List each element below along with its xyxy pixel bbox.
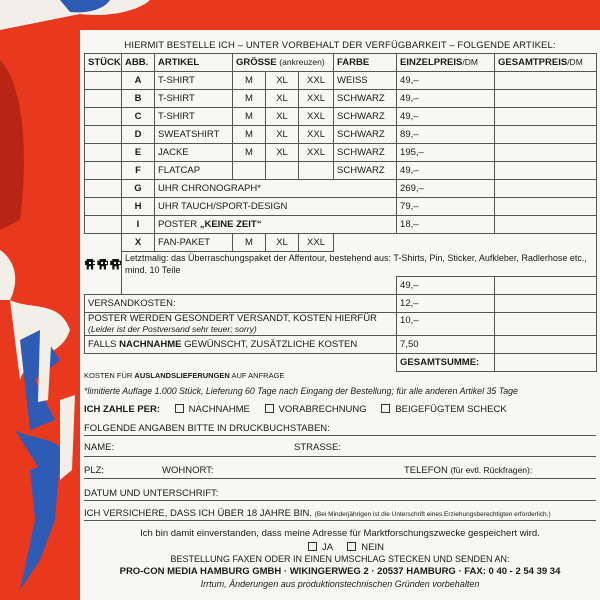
limit-note: *limitierte Auflage 1.000 Stück, Lieferung 60 Tage nach Eingang der Bestellung; für alle anderen Artikel 35 Tage [84,386,518,396]
size-xxl[interactable]: XXL [299,72,334,90]
size-xl [266,162,299,180]
gesamtsumme-label: GESAMTSUMME: [397,354,495,372]
size-xxl [299,162,334,180]
total-cell[interactable] [495,180,597,198]
checkbox-vorabrechnung[interactable] [265,404,274,413]
farbe-cell: SCHWARZ [334,90,397,108]
total-cell[interactable] [495,313,597,336]
qty-cell[interactable] [85,144,122,162]
abb-cell: D [122,126,155,144]
plz-label: PLZ: [84,465,105,476]
size-m [233,162,266,180]
total-cell[interactable] [495,72,597,90]
col-gesamtpreis: GESAMTPREIS/DM [495,54,597,72]
farbe-cell: SCHWARZ [334,162,397,180]
table-row [85,144,597,162]
qty-cell[interactable] [85,90,122,108]
price-cell: 269,– [397,180,495,198]
fanpaket-price-row [85,277,597,295]
name-label: NAME: [84,442,115,453]
size-m[interactable]: M [233,234,266,252]
abb-cell: E [122,144,155,162]
qty-cell[interactable] [85,216,122,234]
druck-note: FOLGENDE ANGABEN BITTE IN DRUCKBUCHSTABEN: [84,423,330,434]
table-row [85,162,597,180]
artikel-cell: UHR CHRONOGRAPH* [155,180,397,198]
table-row [85,72,597,90]
opt-nein: NEIN [361,542,384,553]
versand-label: VERSANDKOSTEN: [85,295,397,313]
payment-row [84,404,596,415]
price-cell: 49,– [397,108,495,126]
checkbox-scheck[interactable] [381,404,390,413]
price-cell: 79,– [397,198,495,216]
price-cell: 7,50 [397,336,495,354]
total-cell[interactable] [495,144,597,162]
col-einzelpreis: EINZELPREIS/DM [397,54,495,72]
poster-versand-label: POSTER WERDEN GESONDERT VERSANDT, KOSTEN HIERFÜR (Leider ist der Postversand sehr teuer; sorry) [85,313,397,336]
table-header-row [85,54,597,72]
farbe-cell: SCHWARZ [334,144,397,162]
price-cell: 49,– [397,277,495,295]
price-cell: 12,– [397,295,495,313]
qty-cell[interactable] [85,72,122,90]
abb-cell: C [122,108,155,126]
name-field[interactable] [84,456,596,457]
abb-cell: H [122,198,155,216]
size-xl[interactable]: XL [266,126,299,144]
datum-label: DATUM UND UNTERSCHRIFT: [84,488,219,499]
qty-cell[interactable] [85,108,122,126]
size-m[interactable]: M [233,72,266,90]
artikel-cell: T-SHIRT [155,72,233,90]
poster-versand-row [85,313,597,336]
plz-field[interactable] [84,478,596,479]
table-row [85,108,597,126]
total-cell[interactable] [495,90,597,108]
abb-cell: X [122,234,155,252]
signature-field[interactable] [84,500,596,501]
alter-row: ICH VERSICHERE, DASS ICH ÜBER 18 JAHRE BIN. (Bei Minderjährigen ist die Unterschrift eines Erziehungsberechtigten erforderlich.) [84,508,551,519]
plz-row [84,465,596,476]
order-form [80,30,600,600]
col-abb: ABB. [122,54,155,72]
abb-cell: I [122,216,155,234]
checkbox-nachnahme[interactable] [175,404,184,413]
artikel-cell: SWEATSHIRT [155,126,233,144]
price-cell: 18,– [397,216,495,234]
fanpaket-description: Letztmalig: das Überraschungspaket der Affentour, bestehend aus: T-Shirts, Pin, Sticker, Aufkleber, Radlerhose etc., mind. 10 Teile [122,252,597,277]
fan-robots-cell [85,234,122,295]
col-stueck: STÜCK [85,54,122,72]
artikel-cell: JACKE [155,144,233,162]
total-cell[interactable] [495,162,597,180]
size-m[interactable]: M [233,108,266,126]
nachnahme-label: FALLS NACHNAHME GEWÜNSCHT, ZUSÄTZLICHE KOSTEN [85,336,397,354]
abb-cell: B [122,90,155,108]
size-xxl[interactable]: XXL [299,126,334,144]
table-row [85,90,597,108]
price-cell: 49,– [397,72,495,90]
abb-cell: A [122,72,155,90]
col-farbe: FARBE [334,54,397,72]
artikel-cell: FLATCAP [155,162,233,180]
space-invader-icons [85,259,122,270]
price-cell: 195,– [397,144,495,162]
gesamtsumme-row [85,354,597,372]
opt-vorabrechnung: VORABRECHNUNG [278,404,367,415]
artikel-cell: FAN-PAKET [155,234,233,252]
company-address: PRO-CON MEDIA HAMBURG GMBH · WIKINGERWEG 2 · 20537 HAMBURG · FAX: 0 40 - 2 54 39 34 [119,566,561,577]
size-m[interactable]: M [233,126,266,144]
total-cell[interactable] [495,336,597,354]
checkbox-nein[interactable] [347,542,356,551]
total-cell[interactable] [495,198,597,216]
price-cell: 89,– [397,126,495,144]
table-row-fanpaket [85,234,597,252]
opt-scheck: BEIGEFÜGTEM SCHECK [395,404,507,415]
telefon-label: TELEFON (für evtl. Rückfragen): [404,465,533,476]
col-groesse: GRÖSSE (ankreuzen) [233,54,334,72]
size-xl[interactable]: XL [266,234,299,252]
strasse-label: STRASSE: [294,442,341,453]
artikel-cell: T-SHIRT [155,108,233,126]
space-invader-icon [110,259,121,270]
table-row [85,198,597,216]
price-cell: 49,– [397,162,495,180]
form-header: HIERMIT BESTELLE ICH – UNTER VORBEHALT DER VERFÜGBARKEIT – FOLGENDE ARTIKEL: [124,40,556,51]
farbe-cell: SCHWARZ [334,126,397,144]
total-cell[interactable] [495,126,597,144]
fanpaket-description-row [85,252,597,277]
checkbox-ja[interactable] [308,542,317,551]
nachnahme-row [85,336,597,354]
qty-cell[interactable] [85,162,122,180]
size-xxl[interactable]: XXL [299,108,334,126]
size-m[interactable]: M [233,144,266,162]
wohnort-label: WOHNORT: [162,465,214,476]
total-cell[interactable] [495,108,597,126]
irrtum-note: Irrtum, Änderungen aus produktionstechnischen Gründen vorbehalten [200,579,480,589]
artikel-cell: POSTER „KEINE ZEIT“ [155,216,397,234]
qty-cell[interactable] [85,198,122,216]
size-m[interactable]: M [233,90,266,108]
versand-row [85,295,597,313]
abb-cell: G [122,180,155,198]
total-cell[interactable] [495,295,597,313]
size-xl[interactable]: XL [266,72,299,90]
farbe-cell: WEISS [334,72,397,90]
consent-row [84,542,596,553]
table-row [85,180,597,198]
table-row [85,126,597,144]
col-artikel: ARTIKEL [155,54,233,72]
size-xxl[interactable]: XXL [299,234,334,252]
size-xxl[interactable]: XXL [299,144,334,162]
ausland-note: KOSTEN FÜR AUSLANDSLIEFERUNGEN AUF ANFRAGE [84,371,285,380]
artikel-cell: T-SHIRT [155,90,233,108]
size-xxl[interactable]: XXL [299,90,334,108]
name-strasse-row [84,442,596,453]
opt-nachnahme: NACHNAHME [188,404,250,415]
qty-cell[interactable] [85,126,122,144]
gesamtsumme-value[interactable] [495,354,597,372]
qty-cell[interactable] [85,180,122,198]
artikel-cell: UHR TAUCH/SPORT-DESIGN [155,198,397,216]
opt-ja: JA [322,542,333,553]
price-cell: 49,– [397,90,495,108]
total-cell[interactable] [495,216,597,234]
size-xl[interactable]: XL [266,144,299,162]
farbe-cell: SCHWARZ [334,108,397,126]
bestellung-note: BESTELLUNG FAXEN ODER IN EINEN UMSCHLAG STECKEN UND SENDEN AN: [170,554,510,564]
marktforschung-text: Ich bin damit einverstanden, dass meine Adresse für Marktforschungszwecke gespeichert wird. [140,528,540,539]
size-xl[interactable]: XL [266,90,299,108]
price-cell: 10,– [397,313,495,336]
total-cell[interactable] [495,277,597,295]
size-xl[interactable]: XL [266,108,299,126]
payment-label: ICH ZAHLE PER: [84,404,160,415]
space-invader-icon [85,259,96,270]
abb-cell: F [122,162,155,180]
space-invader-icon [97,259,108,270]
table-row [85,216,597,234]
order-table [84,53,597,372]
